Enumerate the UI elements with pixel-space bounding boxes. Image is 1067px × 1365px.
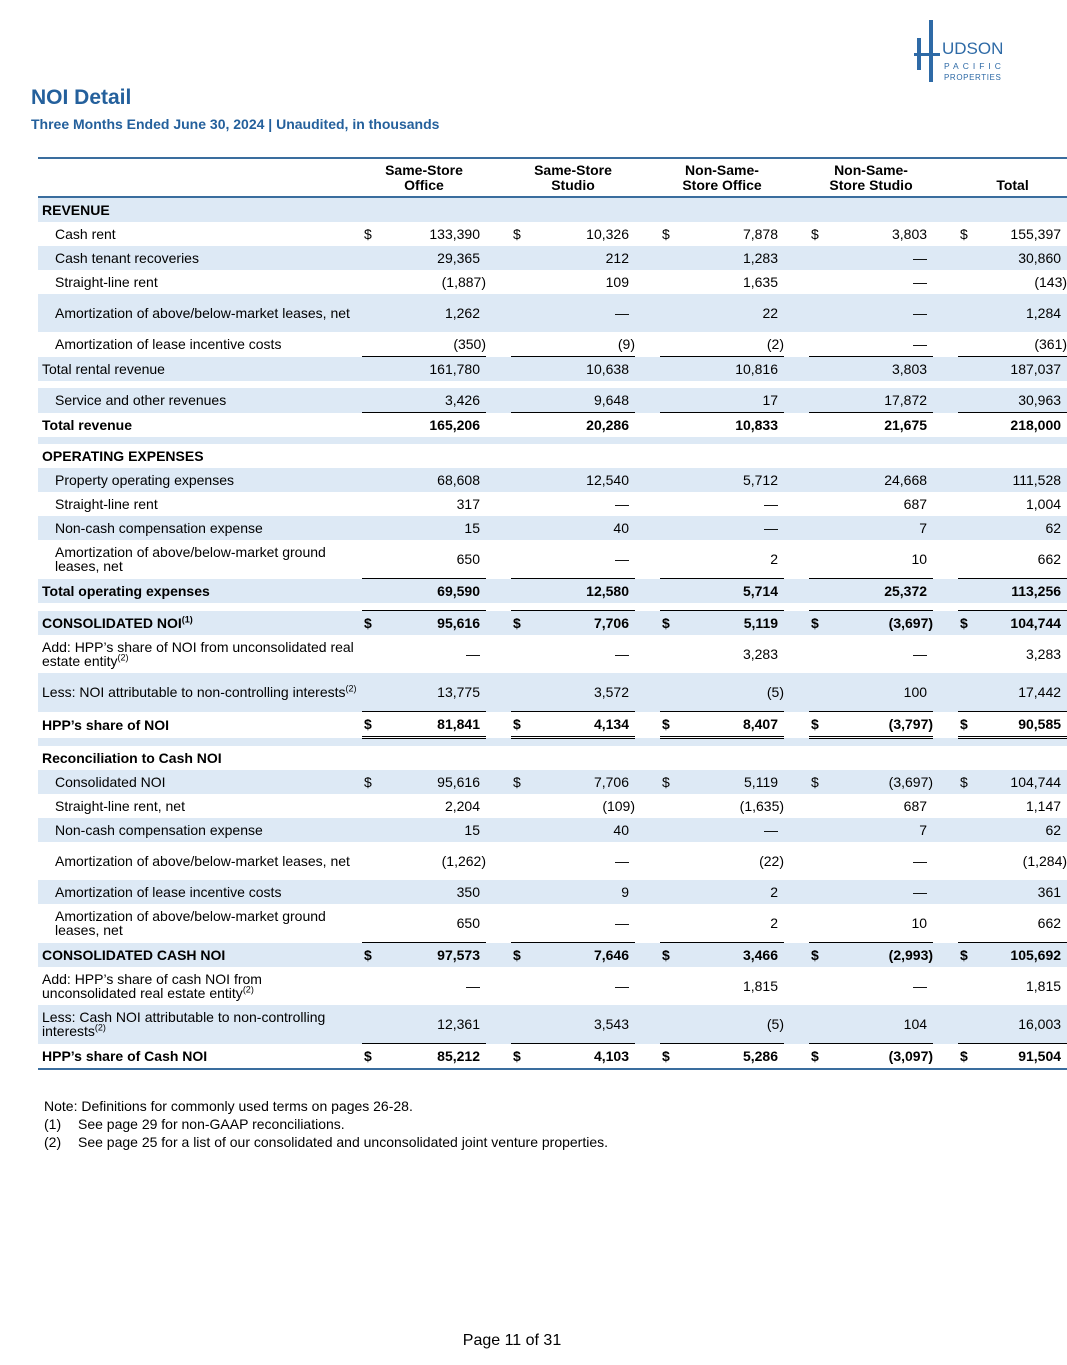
row-value: 3,426 bbox=[382, 388, 486, 413]
table-row bbox=[38, 967, 1067, 1005]
dollar-sign: $ bbox=[362, 943, 382, 968]
row-value: — bbox=[913, 853, 928, 869]
row-value: 133,390 bbox=[429, 226, 480, 242]
row-value: 105,692 bbox=[978, 943, 1067, 968]
spacer-row bbox=[38, 603, 1067, 611]
row-value: 95,616 bbox=[382, 611, 486, 636]
row-value: (143) bbox=[1034, 274, 1067, 290]
row-value: 2,204 bbox=[444, 798, 480, 814]
dollar-sign: $ bbox=[958, 1044, 978, 1070]
dollar-sign: $ bbox=[660, 1044, 680, 1070]
row-value: (2) bbox=[766, 336, 785, 352]
dollar-sign: $ bbox=[960, 226, 968, 242]
row-value: 3,572 bbox=[531, 673, 635, 712]
dollar-sign: $ bbox=[811, 226, 819, 242]
row-value: 95,616 bbox=[382, 770, 486, 794]
row-label: Total revenue bbox=[42, 416, 132, 433]
table-row bbox=[38, 246, 1067, 270]
row-value: 40 bbox=[531, 516, 635, 540]
noi-detail-table bbox=[38, 157, 1067, 1070]
page-number: Page 11 of 31 bbox=[462, 1332, 562, 1349]
row-value: 100 bbox=[829, 673, 933, 712]
row-value bbox=[829, 746, 933, 770]
row-value: 81,841 bbox=[382, 712, 486, 738]
row-value bbox=[829, 444, 933, 468]
row-label: Amortization of lease incentive costs bbox=[55, 336, 282, 353]
dollar-sign: $ bbox=[809, 943, 829, 968]
dollar-sign: $ bbox=[513, 226, 521, 242]
row-value: 7,646 bbox=[531, 943, 635, 968]
table-row bbox=[38, 1005, 1067, 1044]
row-value: 5,286 bbox=[680, 1044, 784, 1070]
row-value: 25,372 bbox=[829, 579, 933, 604]
footnote-1: (1) See page 29 for non-GAAP reconciliations. bbox=[44, 1116, 345, 1132]
table-row bbox=[38, 540, 1067, 579]
row-value bbox=[382, 444, 486, 468]
table-row bbox=[38, 468, 1067, 492]
row-label: Amortization of above/below-market leases, net bbox=[38, 294, 358, 332]
row-value: 361 bbox=[978, 880, 1067, 904]
row-value: 7,878 bbox=[742, 226, 779, 242]
table-row bbox=[38, 413, 1067, 438]
row-label: Total operating expenses bbox=[38, 579, 358, 604]
table-row bbox=[38, 880, 1067, 904]
row-value: 21,675 bbox=[829, 413, 933, 438]
row-value: (3,097) bbox=[829, 1044, 933, 1070]
row-value: 62 bbox=[978, 818, 1067, 842]
table-row bbox=[38, 818, 1067, 842]
row-value: 5,119 bbox=[680, 611, 784, 636]
footnotes bbox=[44, 1097, 608, 1151]
row-value: (3,697) bbox=[829, 611, 933, 636]
table-row bbox=[38, 270, 1067, 294]
row-value: 10,833 bbox=[680, 413, 784, 438]
row-value: 687 bbox=[903, 496, 928, 512]
row-label: Total rental revenue bbox=[38, 357, 358, 382]
table-row bbox=[38, 388, 1067, 413]
dollar-sign: $ bbox=[362, 712, 382, 738]
row-label: OPERATING EXPENSES bbox=[42, 448, 204, 464]
row-value: 165,206 bbox=[382, 413, 486, 438]
dollar-sign: $ bbox=[958, 611, 978, 636]
row-value: (361) bbox=[1034, 336, 1067, 352]
logo-word-pacific: PACIFIC bbox=[944, 61, 1005, 71]
row-value: 3,543 bbox=[531, 1005, 635, 1044]
row-value: 2 bbox=[680, 880, 784, 904]
table-row bbox=[38, 222, 1067, 246]
row-value: (9) bbox=[617, 336, 635, 352]
row-value: 3,466 bbox=[680, 943, 784, 968]
row-value: 8,407 bbox=[680, 712, 784, 738]
dollar-sign: $ bbox=[809, 712, 829, 738]
dollar-sign: $ bbox=[809, 611, 829, 636]
row-label: Amortization of above/below-market ground leases, net bbox=[55, 544, 326, 575]
row-value: 40 bbox=[531, 818, 635, 842]
row-value: — bbox=[615, 496, 629, 512]
row-label: Straight-line rent, net bbox=[55, 798, 185, 814]
row-value: 12,540 bbox=[531, 468, 635, 492]
row-value: 212 bbox=[531, 246, 635, 270]
row-value: (3,797) bbox=[829, 712, 933, 738]
spacer-row bbox=[38, 738, 1067, 747]
row-value: 12,580 bbox=[531, 579, 635, 604]
row-value: 9,648 bbox=[531, 388, 635, 413]
row-value: 1,815 bbox=[742, 978, 779, 994]
row-value: 350 bbox=[382, 880, 486, 904]
row-value: — bbox=[913, 274, 928, 290]
dollar-sign: $ bbox=[660, 943, 680, 968]
row-value: 104,744 bbox=[978, 770, 1067, 794]
footnote-ref: (2) bbox=[345, 683, 357, 694]
row-label: Amortization of lease incentive costs bbox=[38, 880, 358, 904]
row-value bbox=[531, 197, 635, 222]
dollar-sign: $ bbox=[660, 712, 680, 738]
row-value: 17,872 bbox=[829, 388, 933, 413]
dollar-sign: $ bbox=[809, 1044, 829, 1070]
row-value: (5) bbox=[680, 673, 784, 712]
table-row bbox=[38, 516, 1067, 540]
row-label: Consolidated NOI bbox=[38, 770, 358, 794]
row-label: Amortization of above/below-market ground leases, net bbox=[55, 908, 326, 939]
col-header-same-store-studio: Same-Store Studio bbox=[534, 162, 612, 193]
row-value: 109 bbox=[605, 274, 629, 290]
row-label: Service and other revenues bbox=[38, 388, 358, 413]
row-value: 1,815 bbox=[1025, 978, 1062, 994]
table-row bbox=[38, 794, 1067, 818]
row-value: 91,504 bbox=[978, 1044, 1067, 1070]
row-value: (3,697) bbox=[829, 770, 933, 794]
row-label: Reconciliation to Cash NOI bbox=[42, 750, 222, 766]
row-label: Add: HPP’s share of cash NOI from unconsolidated real estate entity$^{(2)}$ bbox=[42, 971, 262, 1001]
row-value: 5,714 bbox=[680, 579, 784, 604]
dollar-sign: $ bbox=[362, 1044, 382, 1070]
row-value: — bbox=[829, 294, 933, 332]
row-value: — bbox=[466, 978, 480, 994]
row-value: 7 bbox=[829, 516, 933, 540]
dollar-sign: $ bbox=[958, 770, 978, 794]
table-row bbox=[38, 579, 1067, 604]
row-value: 650 bbox=[456, 551, 480, 567]
row-value: 97,573 bbox=[382, 943, 486, 968]
row-value: 9 bbox=[531, 880, 635, 904]
row-value: 1,262 bbox=[382, 294, 486, 332]
col-header-total: Total bbox=[996, 177, 1029, 193]
note-definitions: Note: Definitions for commonly used terms on pages 26-28. bbox=[44, 1098, 413, 1114]
row-value: 662 bbox=[1037, 915, 1062, 931]
col-header-non-same-store-studio: Non-Same- Store Studio bbox=[829, 162, 913, 193]
row-value: 650 bbox=[456, 915, 480, 931]
row-value: — bbox=[615, 853, 629, 869]
row-value: 662 bbox=[1037, 551, 1062, 567]
dollar-sign: $ bbox=[660, 611, 680, 636]
row-value: 10,816 bbox=[680, 357, 784, 382]
row-value: 68,608 bbox=[382, 468, 486, 492]
spacer-row bbox=[38, 437, 1067, 444]
row-label: Non-cash compensation expense bbox=[38, 516, 358, 540]
row-value: 187,037 bbox=[978, 357, 1067, 382]
table-row bbox=[38, 904, 1067, 943]
row-value: 30,860 bbox=[978, 246, 1067, 270]
row-value bbox=[978, 444, 1067, 468]
row-value: (350) bbox=[453, 336, 486, 352]
row-value: 161,780 bbox=[382, 357, 486, 382]
row-label: Amortization of above/below-market leases, net bbox=[55, 853, 350, 869]
row-value: 2 bbox=[770, 915, 779, 931]
row-label: Straight-line rent bbox=[55, 274, 158, 290]
table-row bbox=[38, 332, 1067, 357]
footnote-ref: (2) bbox=[94, 1022, 106, 1033]
footnote-ref: (2) bbox=[117, 652, 129, 663]
row-value: 155,397 bbox=[1010, 226, 1062, 242]
dollar-sign: $ bbox=[364, 226, 372, 242]
table-row bbox=[38, 842, 1067, 880]
row-value bbox=[978, 197, 1067, 222]
row-value: — bbox=[680, 516, 784, 540]
row-label: CONSOLIDATED NOI$^{(1)}$ bbox=[38, 611, 358, 636]
row-value: 10 bbox=[911, 551, 928, 567]
row-value: 113,256 bbox=[978, 579, 1067, 604]
row-value: — bbox=[913, 336, 928, 352]
page-subtitle: Three Months Ended June 30, 2024 | Unaudited, in thousands bbox=[31, 116, 440, 132]
table-row bbox=[38, 770, 1067, 794]
table-row bbox=[38, 635, 1067, 673]
row-value: — bbox=[764, 496, 779, 512]
row-value: — bbox=[615, 978, 629, 994]
row-value: — bbox=[531, 294, 635, 332]
row-value: 4,103 bbox=[531, 1044, 635, 1070]
row-value: 7 bbox=[829, 818, 933, 842]
row-value bbox=[680, 444, 784, 468]
spacer-row bbox=[38, 381, 1067, 388]
logo-word-udson: UDSON bbox=[942, 39, 1004, 58]
row-label: Cash tenant recoveries bbox=[38, 246, 358, 270]
table-row bbox=[38, 746, 1067, 770]
row-value: 85,212 bbox=[382, 1044, 486, 1070]
row-label: Less: Cash NOI attributable to non-controlling interests$^{(2)}$ bbox=[38, 1005, 358, 1044]
row-value: 1,283 bbox=[680, 246, 784, 270]
row-value: 5,119 bbox=[680, 770, 784, 794]
dollar-sign: $ bbox=[362, 611, 382, 636]
row-value: 12,361 bbox=[382, 1005, 486, 1044]
row-value bbox=[382, 746, 486, 770]
table-row bbox=[38, 611, 1067, 636]
row-value: 5,712 bbox=[680, 468, 784, 492]
row-value: — bbox=[615, 646, 629, 662]
row-value: 90,585 bbox=[978, 712, 1067, 738]
dollar-sign: $ bbox=[958, 712, 978, 738]
row-value: 104 bbox=[829, 1005, 933, 1044]
row-value: 3,283 bbox=[742, 646, 779, 662]
row-value: (5) bbox=[680, 1005, 784, 1044]
row-label: Property operating expenses bbox=[38, 468, 358, 492]
row-value: (1,262) bbox=[441, 853, 486, 869]
col-header-non-same-store-office: Non-Same- Store Office bbox=[682, 162, 762, 193]
table-row bbox=[38, 294, 1067, 332]
row-value: 218,000 bbox=[978, 413, 1067, 438]
dollar-sign: $ bbox=[362, 770, 382, 794]
row-value: 1,147 bbox=[1025, 798, 1062, 814]
row-value: 10,638 bbox=[531, 357, 635, 382]
row-value: 15 bbox=[382, 516, 486, 540]
row-label: CONSOLIDATED CASH NOI bbox=[38, 943, 358, 968]
table-row bbox=[38, 492, 1067, 516]
row-value: 1,635 bbox=[742, 274, 779, 290]
row-value: 13,775 bbox=[382, 673, 486, 712]
row-label: Non-cash compensation expense bbox=[38, 818, 358, 842]
row-value: — bbox=[680, 818, 784, 842]
row-value: (22) bbox=[759, 853, 785, 869]
row-value: — bbox=[829, 880, 933, 904]
footnote-2: (2) See page 25 for a list of our consolidated and unconsolidated joint venture properties. bbox=[44, 1134, 609, 1150]
row-value: 317 bbox=[456, 496, 480, 512]
row-value: 4,134 bbox=[531, 712, 635, 738]
row-value: 29,365 bbox=[382, 246, 486, 270]
footnote-ref: (2) bbox=[242, 984, 254, 995]
row-value bbox=[978, 746, 1067, 770]
dollar-sign: $ bbox=[511, 712, 531, 738]
row-value: 1,004 bbox=[1025, 496, 1062, 512]
row-value: 69,590 bbox=[382, 579, 486, 604]
row-value: 62 bbox=[978, 516, 1067, 540]
row-label: HPP’s share of Cash NOI bbox=[38, 1044, 358, 1070]
row-value: — bbox=[829, 246, 933, 270]
row-value bbox=[531, 746, 635, 770]
table-row bbox=[38, 444, 1067, 468]
row-value: 3,283 bbox=[1025, 646, 1062, 662]
row-value: 7,706 bbox=[531, 611, 635, 636]
logo-word-properties: PROPERTIES bbox=[944, 73, 1002, 82]
row-value: 24,668 bbox=[829, 468, 933, 492]
table-header bbox=[38, 158, 1067, 197]
row-value: — bbox=[913, 646, 928, 662]
dollar-sign: $ bbox=[662, 226, 670, 242]
row-value: — bbox=[466, 646, 480, 662]
dollar-sign: $ bbox=[511, 1044, 531, 1070]
row-value: (1,635) bbox=[739, 798, 785, 814]
page-title: NOI Detail bbox=[31, 86, 132, 109]
footnote-ref: (1) bbox=[181, 614, 193, 625]
table-body bbox=[38, 197, 1067, 1069]
row-value bbox=[680, 746, 784, 770]
row-value: 10,326 bbox=[586, 226, 629, 242]
row-label: HPP’s share of NOI bbox=[42, 716, 170, 733]
row-value bbox=[829, 197, 933, 222]
table-row bbox=[38, 357, 1067, 382]
row-value: 104,744 bbox=[978, 611, 1067, 636]
row-value: 10 bbox=[911, 915, 928, 931]
row-value: (1,887) bbox=[441, 274, 486, 290]
row-value: (1,284) bbox=[1022, 853, 1067, 869]
row-value: 16,003 bbox=[978, 1005, 1067, 1044]
dollar-sign: $ bbox=[958, 943, 978, 968]
row-value: 3,803 bbox=[891, 226, 928, 242]
row-value bbox=[382, 197, 486, 222]
row-value: (2,993) bbox=[829, 943, 933, 968]
row-value: 111,528 bbox=[978, 468, 1067, 492]
row-value: 22 bbox=[680, 294, 784, 332]
row-value: 3,803 bbox=[829, 357, 933, 382]
row-label: Cash rent bbox=[55, 226, 116, 242]
table-row bbox=[38, 197, 1067, 222]
row-value bbox=[680, 197, 784, 222]
row-value: 20,286 bbox=[531, 413, 635, 438]
row-label: REVENUE bbox=[38, 197, 358, 222]
row-label: Straight-line rent bbox=[55, 496, 158, 512]
logo-h-mark-icon bbox=[914, 20, 944, 82]
dollar-sign: $ bbox=[511, 770, 531, 794]
table-row bbox=[38, 1044, 1067, 1070]
row-value: (109) bbox=[602, 798, 635, 814]
row-value: 1,284 bbox=[978, 294, 1067, 332]
row-value: 17 bbox=[680, 388, 784, 413]
dollar-sign: $ bbox=[511, 611, 531, 636]
table-row bbox=[38, 712, 1067, 738]
dollar-sign: $ bbox=[511, 943, 531, 968]
row-value: 7,706 bbox=[531, 770, 635, 794]
row-label: Add: HPP’s share of NOI from unconsolidated real estate entity$^{(2)}$ bbox=[42, 639, 354, 669]
company-logo bbox=[914, 20, 1005, 84]
row-value: 30,963 bbox=[978, 388, 1067, 413]
col-header-same-store-office: Same-Store Office bbox=[385, 162, 463, 193]
row-label: Less: NOI attributable to non-controlling interests$^{(2)}$ bbox=[38, 673, 358, 712]
dollar-sign: $ bbox=[809, 770, 829, 794]
table-row bbox=[38, 673, 1067, 712]
row-value: — bbox=[913, 978, 928, 994]
row-value: 15 bbox=[382, 818, 486, 842]
row-value: — bbox=[615, 915, 629, 931]
row-value bbox=[531, 444, 635, 468]
row-value: — bbox=[615, 551, 629, 567]
row-value: 17,442 bbox=[978, 673, 1067, 712]
row-value: 687 bbox=[903, 798, 928, 814]
table-row bbox=[38, 943, 1067, 968]
dollar-sign: $ bbox=[660, 770, 680, 794]
row-value: 2 bbox=[770, 551, 779, 567]
